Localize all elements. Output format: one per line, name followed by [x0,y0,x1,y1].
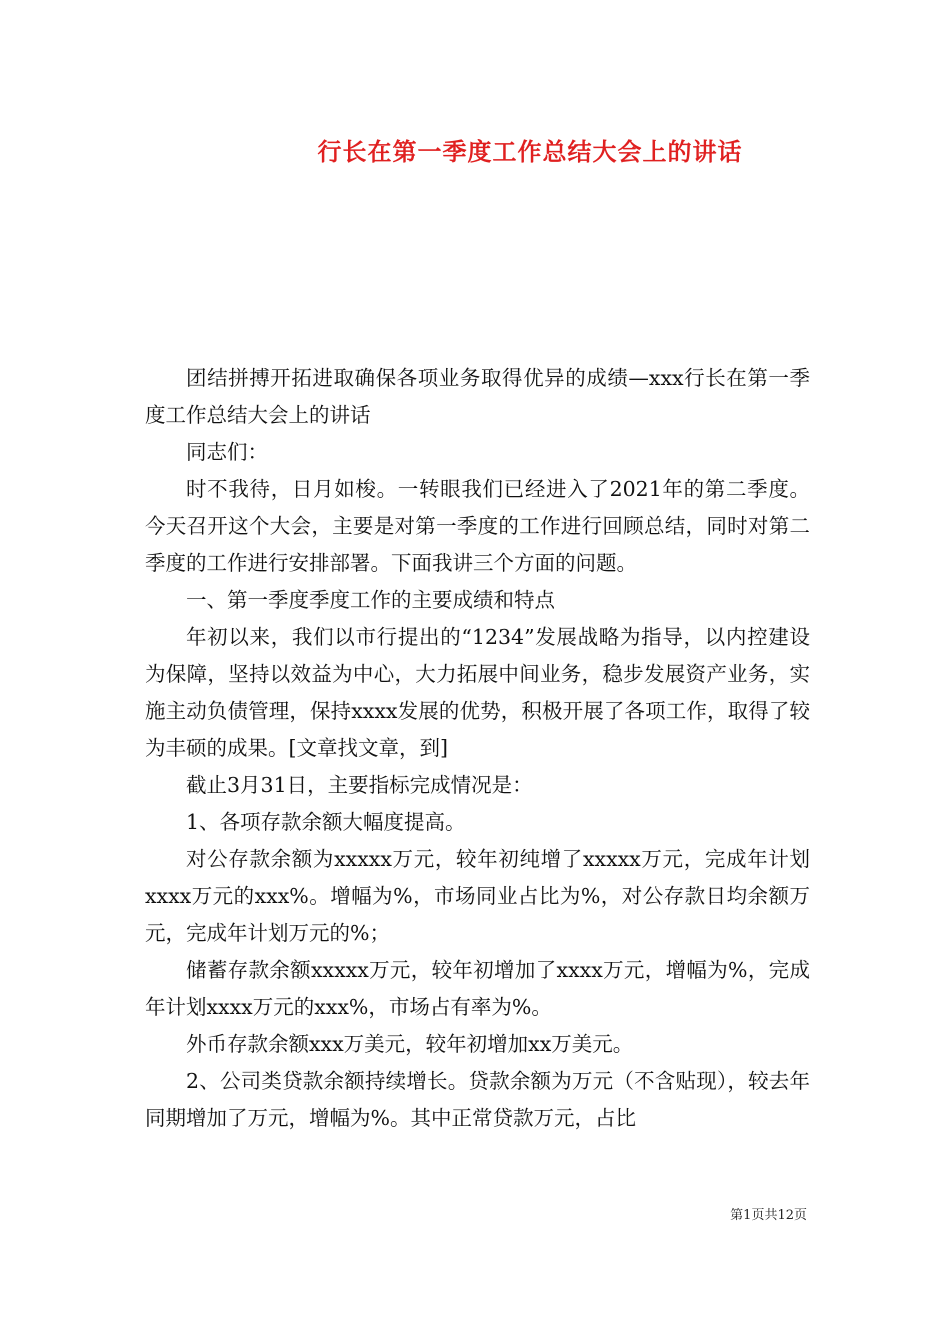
paragraph-loans: 2、公司类贷款余额持续增长。贷款余额为万元（不含贴现），较去年同期增加了万元，增幅为%。其中正常贷款万元，占比 [145,1069,810,1130]
section-heading-1: 一、第一季度季度工作的主要成绩和特点 [186,588,555,612]
paragraph-corporate-deposits: 对公存款余额为xxxxx万元，较年初纯增了xxxxx万元，完成年计划xxxx万元的xxx%。增幅为%，市场同业占比为%，对公存款日均余额万元，完成年计划万元的%； [145,847,810,945]
paragraph-salutation: 同志们： [186,440,268,464]
paragraph-indicators: 截止3月31日，主要指标完成情况是： [186,773,533,797]
item-heading-deposits: 1、各项存款余额大幅度提高。 [186,810,466,834]
page-number: 第1页共12页 [730,1208,807,1223]
document-title: 行长在第一季度工作总结大会上的讲话 [317,137,743,166]
paragraph-overview: 年初以来，我们以市行提出的“1234”发展战略为指导，以内控建设为保障，坚持以效益为中心，大力拓展中间业务，稳步发展资产业务，实施主动负债管理，保持xxxx发展的优势，积极开展了各项工作，取得了较为丰硕的成果。[文章找文章，到] [145,625,810,760]
document-body [145,360,810,1137]
paragraph-intro: 时不我待，日月如梭。一转眼我们已经进入了2021年的第二季度。今天召开这个大会，主要是对第一季度的工作进行回顾总结，同时对第二季度的工作进行安排部署。下面我讲三个方面的问题。 [145,477,810,575]
paragraph-savings-deposits: 储蓄存款余额xxxxx万元，较年初增加了xxxx万元，增幅为%，完成年计划xxxx万元的xxx%，市场占有率为%。 [145,958,810,1019]
paragraph-subtitle: 团结拼搏开拓进取确保各项业务取得优异的成绩—xxx行长在第一季度工作总结大会上的讲话 [145,366,810,427]
paragraph-foreign-deposits: 外币存款余额xxx万美元，较年初增加xx万美元。 [186,1032,634,1056]
